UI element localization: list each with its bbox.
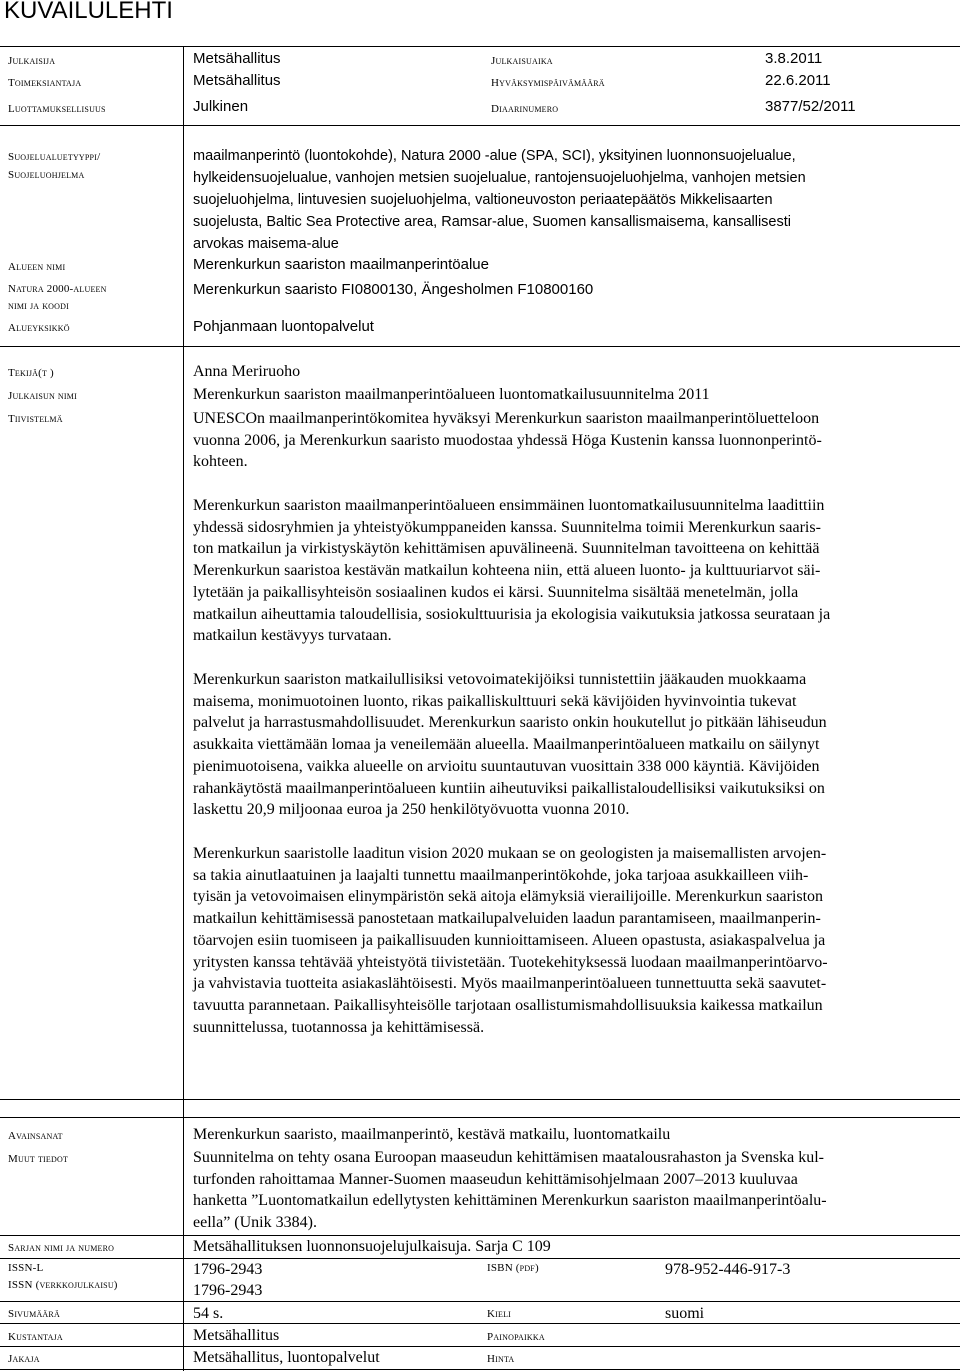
series-label: Sarjan nimi ja numero bbox=[8, 1242, 115, 1254]
language-value: suomi bbox=[665, 1305, 705, 1322]
printing-place-label: Painopaikka bbox=[487, 1331, 545, 1343]
protection-type-line: suojelusta, Baltic Sea Protective area, Ramsar-alue, Suomen kansallismaisema, kansallisesti bbox=[193, 214, 791, 230]
abstract-paragraph-3 bbox=[193, 669, 947, 821]
page-title: KUVAILULEHTI bbox=[4, 0, 173, 24]
natura-value: Merenkurkun saaristo FI0800130, Ängesholmen F10800160 bbox=[193, 281, 594, 298]
body-divider bbox=[183, 126, 184, 1099]
abstract-line: suunnittelussa, tuotannossa ja kehittämisessä. bbox=[193, 1018, 485, 1036]
publisher-label: Julkaisija bbox=[8, 55, 56, 67]
abstract-line: rahankäytöstä maailmanperintöalueen kuntiin aiheutuviksi paikallistaloudellisiksi vaikutuksiksi on bbox=[193, 779, 825, 797]
protection-program-label: Suojeluohjelma bbox=[8, 169, 85, 181]
abstract-line: Merenkurkun saariston maailmanperintöalueen ensimmäinen luontomatkailusuunnitelma laadittiin bbox=[193, 497, 825, 514]
area-name-label: Alueen nimi bbox=[8, 261, 66, 273]
protection-type-line: maailmanperintö (luontokohde), Natura 2000 -alue (SPA, SCI), yksityinen luonnonsuojelualue, bbox=[193, 148, 796, 164]
protection-type-line: suojeluohjelma, lintuvesien suojeluohjelma, valtioneuvoston periaatepäätös Mikkelisaarten bbox=[193, 192, 773, 208]
approval-date-label: Hyväksymispäivämäärä bbox=[491, 77, 605, 89]
abstract-line: Merenkurkun saaristoa kestävän matkailun kohteena niin, että alueen luonto- ja kulttuuriarvot säi- bbox=[193, 562, 821, 580]
pages-bottom-border bbox=[0, 1323, 960, 1324]
isbn-value: 978-952-446-917-3 bbox=[665, 1261, 791, 1278]
abstract-paragraph-2 bbox=[193, 495, 947, 647]
abstract-line: yritysten kanssa tehtävää yhteistyötä tiivistetään. Tuotekehityksessä luodaan maailmanperintöarvo- bbox=[193, 953, 828, 971]
record-number-value: 3877/52/2011 bbox=[765, 98, 856, 115]
abstract-line: Merenkurkun saaristolle laaditun vision 2020 mukaan se on geologisten ja maisemallisten arvojen- bbox=[193, 845, 827, 862]
author-value: Anna Meriruoho bbox=[193, 363, 301, 380]
abstract-line: vuonna 2006, ja Merenkurkun saaristo muodostaa yhdessä Höga Kustenin kanssa luonnonperintö- bbox=[193, 431, 822, 449]
protection-type-line: arvokas maisema-alue bbox=[193, 236, 339, 252]
header-top-border bbox=[0, 46, 960, 47]
abstract-line: lytetään ja paikallisyhteisön sosiaalinen kudos ei kärsi. Suunnitelma sisältää menetelmän, jolla bbox=[193, 583, 799, 601]
keywords-label: Avainsanat bbox=[8, 1130, 63, 1142]
other-info-line: eella” (Unik 3384). bbox=[193, 1214, 317, 1232]
header-bottom-border bbox=[0, 125, 960, 126]
distributor-value: Metsähallitus, luontopalvelut bbox=[193, 1349, 380, 1366]
issn-bottom-border bbox=[0, 1301, 960, 1302]
abstract-line: Merenkurkun saariston matkailullisiksi vetovoimatekijöiksi tunnistettiin jääkauden muokkaama bbox=[193, 671, 807, 688]
abstract-line: tyisän ja vetovoimaisen elinympäristön sekä aitoja elämyksiä vierailijoille. Merenkurkun saariston bbox=[193, 888, 824, 906]
header-divider bbox=[183, 46, 184, 126]
abstract-line: matkailun kestävyys turvataan. bbox=[193, 627, 392, 645]
bottom-table-row-separator bbox=[0, 1117, 960, 1118]
other-info-bottom-border bbox=[0, 1235, 960, 1236]
abstract-paragraph-1 bbox=[193, 408, 947, 473]
publisher-value: Metsähallitus bbox=[193, 50, 281, 67]
publisher-bottom-value: Metsähallitus bbox=[193, 1327, 280, 1344]
approval-date-value: 22.6.2011 bbox=[765, 72, 831, 89]
other-info-line: hanketta ”Luontomatkailun edellytysten kehittäminen Merenkurkun saariston maailmanperintöalu- bbox=[193, 1192, 827, 1210]
publish-date-value: 3.8.2011 bbox=[765, 50, 823, 67]
other-info-line: Suunnitelma on tehty osana Euroopan maaseudun kehittämisen maatalousrahaston ja Svenska kul- bbox=[193, 1149, 824, 1166]
issn-l-value: 1796-2943 bbox=[193, 1261, 263, 1278]
abstract-line: tavuutta parannetaan. Paikallisyhteisölle tarjotaan osallistumismahdollisuuksia kaikessa matkailun bbox=[193, 996, 823, 1014]
issn-l-label: ISSN-L bbox=[8, 1262, 44, 1274]
publication-name-label: Julkaisun nimi bbox=[8, 390, 77, 402]
page-count-value: 54 s. bbox=[193, 1305, 224, 1322]
abstract-line: laskettu 20,9 miljoonaa euroa ja 250 henkilötyövuotta vuonna 2010. bbox=[193, 801, 630, 819]
page-count-label: Sivumäärä bbox=[8, 1308, 60, 1320]
publish-date-label: Julkaisuaika bbox=[491, 55, 553, 67]
distributor-bottom-border bbox=[0, 1369, 960, 1370]
protection-type-line: hylkeidensuojelualue, vanhojen metsien suojelualue, rantojensuojeluohjelma, vanhojen metsien bbox=[193, 170, 806, 186]
natura-code-label: nimi ja koodi bbox=[8, 300, 69, 312]
abstract-line: asukkaita viettämään lomaa ja veneilemään alueella. Maailmanperintöalueen matkailu on säilynyt bbox=[193, 736, 820, 754]
abstract-label: Tiivistelmä bbox=[8, 413, 63, 425]
abstract-line: palvelut ja harrastusmahdollisuudet. Merenkurkun saaristo onkin houkutellut jo pitkään lähiseudun bbox=[193, 714, 827, 732]
area-section-separator bbox=[0, 346, 960, 347]
abstract-paragraph-4 bbox=[193, 843, 947, 1038]
commissioner-label: Toimeksiantaja bbox=[8, 77, 82, 89]
protection-type-value bbox=[193, 145, 806, 255]
unit-label: Alueyksikkö bbox=[8, 322, 70, 334]
bottom-table-top-border bbox=[0, 1099, 960, 1100]
abstract-line: pienimuotoisena, vaikka alueelle on arvioitu suuntautuvan vuosittain 338 000 käyntiä. Kävijöiden bbox=[193, 757, 820, 775]
abstract-line: ja vahvistavia tuotteita asiakaslähtöisesti. Myös maailmanperintöalueen tunnettuutta sekä saavutet- bbox=[193, 975, 827, 993]
unit-value: Pohjanmaan luontopalvelut bbox=[193, 318, 374, 335]
abstract-line: sa takia ainutlaatuinen ja laajalti tunnettu maailmanperintökohde, joka tarjoaa asukkailleen viih- bbox=[193, 866, 809, 884]
issn-online-value: 1796-2943 bbox=[193, 1282, 263, 1299]
record-number-label: Diaarinumero bbox=[491, 103, 559, 115]
other-info-line: turfonden rahoittamaa Manner-Suomen maaseudun kehittämisohjelmaan 2007–2013 kuuluvaa bbox=[193, 1170, 798, 1188]
price-label: Hinta bbox=[487, 1353, 515, 1365]
abstract-line: matkailun aiheuttamia taloudellisia, sosiokulttuurisia ja ekologisia vaikutuksia jatkossa seurataan ja bbox=[193, 605, 831, 623]
author-label: Tekijä(t ) bbox=[8, 367, 54, 379]
issn-online-label: ISSN (verkkojulkaisu) bbox=[8, 1279, 118, 1291]
publisher-bottom-label: Kustantaja bbox=[8, 1331, 63, 1343]
abstract-line: töarvojen esiin tuomiseen ja paikallisuuden kunnioittamiseen. Alueen opastusta, asiakaspalvelua ja bbox=[193, 931, 826, 949]
confidentiality-label: Luottamuksellisuus bbox=[8, 103, 106, 115]
language-label: Kieli bbox=[487, 1308, 512, 1320]
series-value: Metsähallituksen luonnonsuojelujulkaisuja. Sarja C 109 bbox=[193, 1238, 551, 1255]
area-name-value: Merenkurkun saariston maailmanperintöalue bbox=[193, 256, 489, 273]
series-bottom-border bbox=[0, 1258, 960, 1259]
publisher-bottom-border bbox=[0, 1346, 960, 1347]
protection-type-label: Suojelualuetyyppi/ bbox=[8, 151, 101, 163]
abstract-line: kohteen. bbox=[193, 453, 248, 471]
other-info-label: Muut tiedot bbox=[8, 1153, 69, 1165]
abstract-line: yhdessä sidosryhmien ja yhteistyökumppaneiden kanssa. Suunnitelma toimii Merenkurkun saaris- bbox=[193, 518, 821, 536]
distributor-label: Jakaja bbox=[8, 1353, 40, 1365]
abstract-line: UNESCOn maailmanperintökomitea hyväksyi Merenkurkun saariston maailmanperintöluetteloon bbox=[193, 410, 820, 427]
isbn-label: ISBN (pdf) bbox=[487, 1262, 539, 1274]
confidentiality-value: Julkinen bbox=[193, 98, 249, 115]
abstract-line: matkailun kehittämisessä panostetaan matkailupalveluiden laadun parantamiseen, maailmanperin- bbox=[193, 910, 821, 928]
abstract-line: ton matkailun ja virkistyskäytön kehittämisen apuvälineenä. Suunnitelman tavoitteena on kehittää bbox=[193, 540, 820, 558]
natura-label: Natura 2000-alueen bbox=[8, 283, 107, 295]
other-info-value bbox=[193, 1147, 947, 1234]
commissioner-value: Metsähallitus bbox=[193, 72, 281, 89]
abstract-line: maisema, monimuotoinen luonto, rikas paikalliskulttuuri sekä kävijöiden hyvinvointia tukevat bbox=[193, 692, 797, 710]
publication-name-value: Merenkurkun saariston maailmanperintöalueen luontomatkailusuunnitelma 2011 bbox=[193, 386, 710, 403]
keywords-value: Merenkurkun saaristo, maailmanperintö, kestävä matkailu, luontomatkailu bbox=[193, 1126, 671, 1143]
